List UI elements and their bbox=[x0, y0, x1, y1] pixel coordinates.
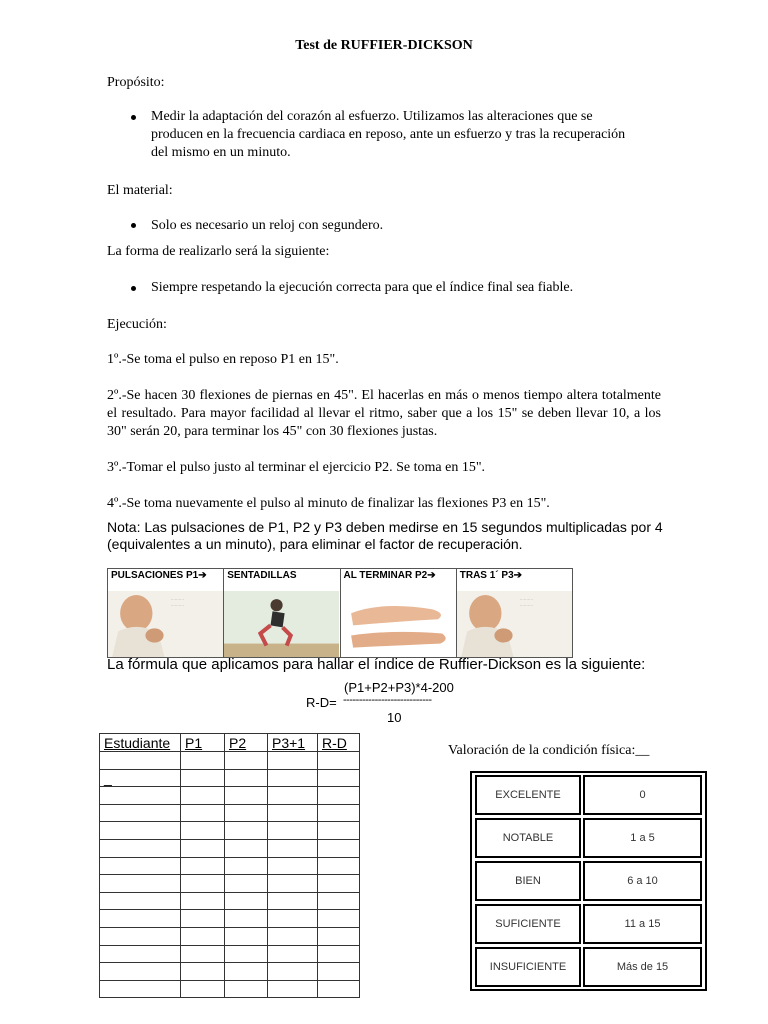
forma-bullet: Siempre respetando la ejecución correcta para que el índice final sea fiable. bbox=[151, 280, 574, 295]
cell[interactable] bbox=[268, 963, 318, 981]
exercise-image-strip bbox=[107, 568, 573, 658]
cell[interactable] bbox=[100, 927, 181, 945]
cell[interactable] bbox=[100, 804, 181, 822]
cell[interactable] bbox=[225, 769, 268, 787]
cell[interactable] bbox=[100, 980, 181, 998]
table-row bbox=[100, 875, 360, 893]
cell[interactable] bbox=[318, 839, 360, 857]
bullet-dot bbox=[131, 223, 136, 228]
strip-cell-squats bbox=[224, 569, 340, 657]
cell[interactable] bbox=[225, 910, 268, 928]
table-row bbox=[100, 769, 360, 787]
cell[interactable] bbox=[100, 910, 181, 928]
table-row bbox=[100, 945, 360, 963]
strip-label: TRAS 1´ P3➔ bbox=[459, 570, 523, 581]
formula-intro: La fórmula que aplicamos para hallar el índice de Ruffier-Dickson es la siguiente: bbox=[107, 656, 646, 673]
cell[interactable] bbox=[318, 927, 360, 945]
cell[interactable] bbox=[318, 822, 360, 840]
level-label: SUFICIENTE bbox=[475, 904, 581, 944]
table-row bbox=[100, 963, 360, 981]
table-row bbox=[100, 839, 360, 857]
level-label: BIEN bbox=[475, 861, 581, 901]
cell[interactable] bbox=[100, 875, 181, 893]
cell[interactable] bbox=[181, 787, 225, 805]
table-row bbox=[100, 752, 360, 770]
cell[interactable] bbox=[318, 787, 360, 805]
cell[interactable] bbox=[100, 839, 181, 857]
cell[interactable] bbox=[318, 910, 360, 928]
cell[interactable] bbox=[181, 752, 225, 770]
cell[interactable] bbox=[268, 927, 318, 945]
proposito-bullet: Medir la adaptación del corazón al esfuerzo. Utilizamos las alteraciones que se producen en la frecuencia cardiaca en reposo, ante un esfuerzo y tras la recuperación del mismo en un minuto. bbox=[151, 109, 626, 160]
svg-text:··········: ·········· bbox=[519, 603, 533, 609]
cell[interactable] bbox=[225, 945, 268, 963]
strip-label: AL TERMINAR P2➔ bbox=[343, 570, 436, 581]
level-range: 1 a 5 bbox=[583, 818, 702, 858]
cell[interactable] bbox=[100, 787, 181, 805]
cell[interactable] bbox=[100, 963, 181, 981]
header-p2: P2 bbox=[225, 734, 268, 752]
header-p1: P1 bbox=[181, 734, 225, 752]
cell[interactable] bbox=[225, 892, 268, 910]
formula-denominator: 10 bbox=[387, 710, 402, 725]
level-label: INSUFICIENTE bbox=[475, 947, 581, 987]
pulse-check-illustration bbox=[108, 591, 223, 657]
level-range: 0 bbox=[583, 775, 702, 815]
proposito-heading: Propósito: bbox=[107, 75, 165, 90]
strip-cell-after-exercise bbox=[341, 569, 457, 657]
cell[interactable] bbox=[100, 857, 181, 875]
formula-label: R-D= bbox=[306, 695, 337, 710]
ejecucion-step-2: 2º.-Se hacen 30 flexiones de piernas en 45". El hacerlas en más o menos tiempo altera totalmente el resultado. Para mayor facilidad al llevar el ritmo, saber que a los 15" se deben llevar 10, a los 30" serán 20, para terminar los 45" con 30 flexiones justas. bbox=[107, 388, 661, 439]
valoracion-row bbox=[475, 775, 702, 815]
formula-numerator: (P1+P2+P3)*4-200 bbox=[344, 680, 454, 695]
table-row bbox=[100, 804, 360, 822]
table-row bbox=[100, 927, 360, 945]
level-label: NOTABLE bbox=[475, 818, 581, 858]
material-bullet: Solo es necesario un reloj con segundero. bbox=[151, 218, 384, 233]
table-row bbox=[100, 980, 360, 998]
valoracion-table bbox=[470, 771, 707, 991]
cell[interactable] bbox=[181, 910, 225, 928]
valoracion-row bbox=[475, 947, 702, 987]
cell[interactable] bbox=[268, 787, 318, 805]
cell[interactable] bbox=[225, 875, 268, 893]
bullet-dot bbox=[131, 115, 136, 120]
cell[interactable] bbox=[268, 769, 318, 787]
ejecucion-step-3: 3º.-Tomar el pulso justo al terminar el ejercicio P2. Se toma en 15". bbox=[107, 460, 486, 475]
cell[interactable] bbox=[100, 945, 181, 963]
table-row bbox=[100, 822, 360, 840]
cell[interactable] bbox=[100, 822, 181, 840]
cell[interactable] bbox=[318, 963, 360, 981]
pulse-check-illustration bbox=[457, 591, 572, 657]
cell[interactable] bbox=[181, 875, 225, 893]
cell[interactable] bbox=[181, 839, 225, 857]
cell[interactable] bbox=[268, 875, 318, 893]
cell[interactable] bbox=[318, 752, 360, 770]
header-rd: R-D bbox=[318, 734, 360, 752]
student-results-table bbox=[99, 733, 360, 998]
cell[interactable] bbox=[225, 787, 268, 805]
strip-cell-pulse-rest bbox=[108, 569, 224, 657]
cell[interactable] bbox=[318, 980, 360, 998]
cell[interactable] bbox=[225, 927, 268, 945]
cell[interactable] bbox=[181, 963, 225, 981]
header-p3: P3+1 bbox=[268, 734, 318, 752]
strip-label: PULSACIONES P1➔ bbox=[111, 570, 207, 581]
cell[interactable] bbox=[268, 980, 318, 998]
cell[interactable] bbox=[268, 839, 318, 857]
page-title: Test de RUFFIER-DICKSON bbox=[295, 38, 473, 53]
cell[interactable] bbox=[225, 857, 268, 875]
cell[interactable] bbox=[268, 892, 318, 910]
cell[interactable] bbox=[181, 804, 225, 822]
cell[interactable] bbox=[181, 892, 225, 910]
cell[interactable]: _ bbox=[100, 769, 181, 787]
svg-text:··········: ·········· bbox=[170, 597, 185, 603]
cell[interactable] bbox=[225, 980, 268, 998]
cell[interactable] bbox=[318, 875, 360, 893]
material-heading: El material: bbox=[107, 183, 173, 198]
table-row bbox=[100, 892, 360, 910]
cell[interactable] bbox=[318, 857, 360, 875]
cell[interactable] bbox=[318, 804, 360, 822]
nota-text: Nota: Las pulsaciones de P1, P2 y P3 deben medirse en 15 segundos multiplicadas por 4 (equivalentes a un minuto), para eliminar el factor de recuperación. bbox=[107, 519, 663, 552]
cell[interactable] bbox=[268, 945, 318, 963]
strip-cell-pulse-recovery bbox=[457, 569, 572, 657]
cell[interactable] bbox=[318, 769, 360, 787]
cell[interactable] bbox=[318, 945, 360, 963]
cell[interactable] bbox=[100, 892, 181, 910]
cell[interactable] bbox=[181, 945, 225, 963]
cell[interactable] bbox=[225, 752, 268, 770]
valoracion-row bbox=[475, 818, 702, 858]
cell[interactable] bbox=[225, 822, 268, 840]
cell[interactable] bbox=[181, 980, 225, 998]
strip-label: SENTADILLAS bbox=[227, 570, 297, 581]
cell[interactable] bbox=[225, 804, 268, 822]
wrist-pulse-illustration bbox=[341, 591, 456, 657]
header-estudiante: Estudiante bbox=[100, 734, 181, 752]
valoracion-row bbox=[475, 861, 702, 901]
cell[interactable] bbox=[225, 963, 268, 981]
level-range: 11 a 15 bbox=[583, 904, 702, 944]
table-row bbox=[100, 910, 360, 928]
cell[interactable] bbox=[268, 910, 318, 928]
table-row bbox=[100, 787, 360, 805]
cell[interactable] bbox=[268, 804, 318, 822]
cell[interactable] bbox=[181, 927, 225, 945]
squat-illustration bbox=[224, 591, 339, 657]
level-label: EXCELENTE bbox=[475, 775, 581, 815]
valoracion-heading: Valoración de la condición física:__ bbox=[448, 743, 650, 758]
level-range: Más de 15 bbox=[583, 947, 702, 987]
table-header-row bbox=[100, 734, 360, 752]
level-range: 6 a 10 bbox=[583, 861, 702, 901]
cell[interactable] bbox=[268, 857, 318, 875]
cell[interactable] bbox=[268, 822, 318, 840]
cell[interactable] bbox=[225, 839, 268, 857]
cell[interactable] bbox=[181, 769, 225, 787]
ejecucion-step-1: 1º.-Se toma el pulso en reposo P1 en 15". bbox=[107, 352, 339, 367]
ejecucion-heading: Ejecución: bbox=[107, 317, 167, 332]
svg-text:··········: ·········· bbox=[170, 603, 185, 609]
formula-fraction-bar: ---------------------------- bbox=[343, 694, 432, 706]
bullet-dot bbox=[131, 286, 136, 291]
cell[interactable] bbox=[100, 752, 181, 770]
valoracion-row bbox=[475, 904, 702, 944]
forma-heading: La forma de realizarlo será la siguiente: bbox=[107, 244, 330, 259]
cell[interactable] bbox=[181, 822, 225, 840]
table-row bbox=[100, 857, 360, 875]
cell[interactable] bbox=[268, 752, 318, 770]
svg-text:··········: ·········· bbox=[519, 597, 533, 603]
cell[interactable] bbox=[318, 892, 360, 910]
ejecucion-step-4: 4º.-Se toma nuevamente el pulso al minuto de finalizar las flexiones P3 en 15". bbox=[107, 496, 550, 511]
cell[interactable] bbox=[181, 857, 225, 875]
